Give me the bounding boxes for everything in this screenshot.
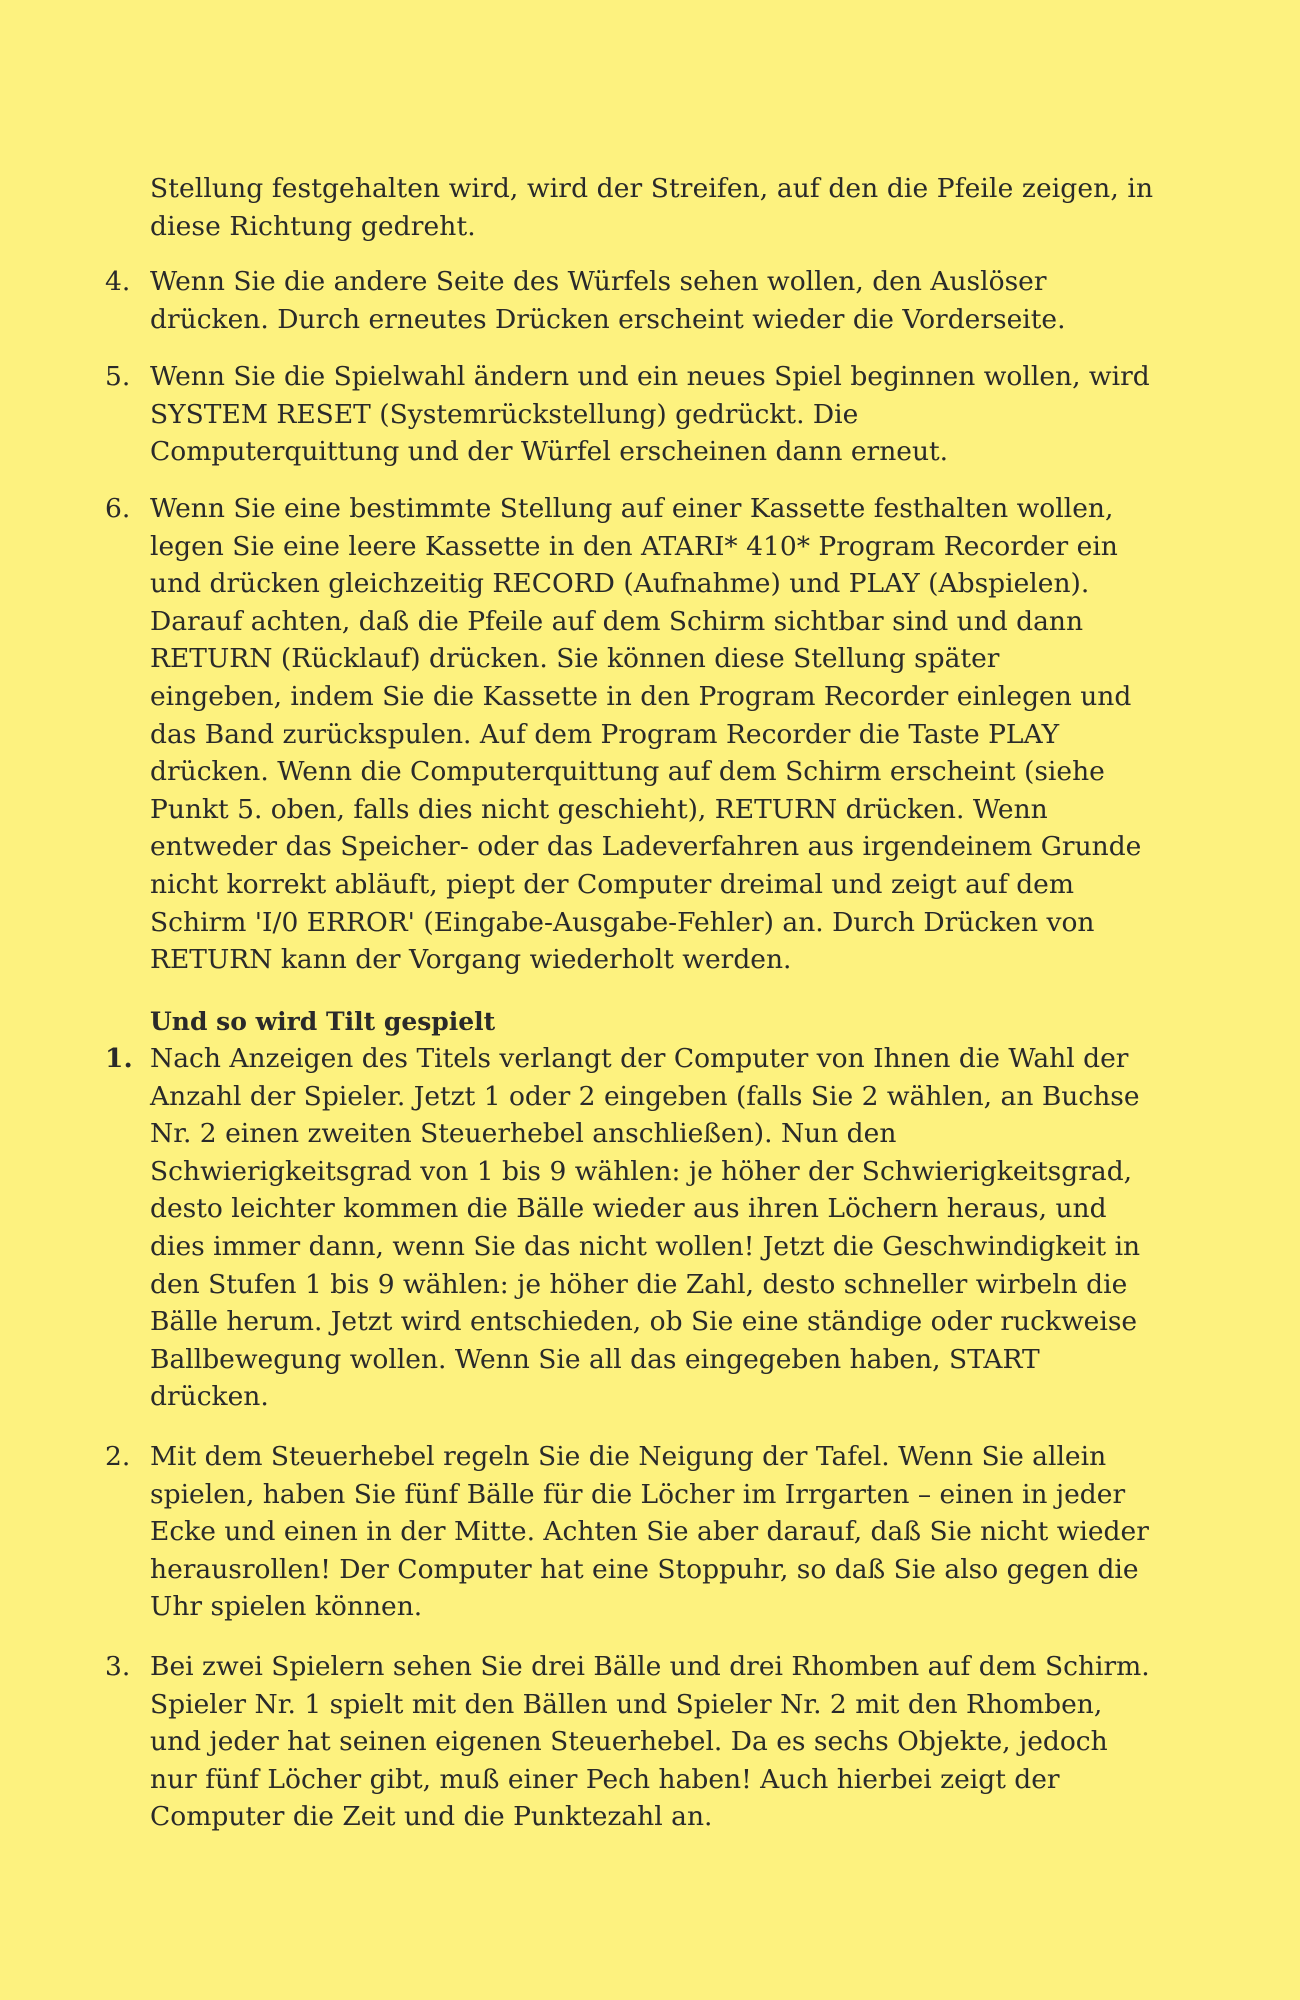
text-line: Darauf achten, daß die Pfeile auf dem Schirm sichtbar sind und dann: [150, 605, 1084, 637]
text-line: Nach Anzeigen des Titels verlangt der Computer von Ihnen die Wahl der: [150, 1043, 1129, 1074]
text-line: Ballbewegung wollen. Wenn Sie all das eingegeben haben, START: [150, 1343, 1040, 1375]
text-line: Bälle herum. Jetzt wird entschieden, ob Sie eine ständige oder ruckweise: [150, 1306, 1138, 1338]
step-text: [150, 358, 1210, 471]
text-line: Stellung festgehalten wird, wird der Streifen, auf den die Pfeile zeigen, in: [150, 173, 1154, 204]
text-line: Wenn Sie die andere Seite des Würfels sehen wollen, den Auslöser: [150, 266, 1047, 297]
text-line: Wenn Sie die Spielwahl ändern und ein neues Spiel beginnen wollen, wird: [150, 361, 1150, 392]
text-line: drücken.: [150, 1381, 269, 1413]
text-line: spielen, haben Sie fünf Bälle für die Löcher im Irrgarten – einen in jeder: [150, 1478, 1126, 1510]
text-line: drücken. Durch erneutes Drücken erscheint wieder die Vorderseite.: [150, 303, 1066, 335]
text-line: den Stufen 1 bis 9 wählen: je höher die Zahl, desto schneller wirbeln die: [150, 1268, 1128, 1300]
step-number: 2.: [105, 1441, 131, 1472]
text-line: eingeben, indem Sie die Kassette in den Program Recorder einlegen und: [150, 680, 1132, 712]
text-line: entweder das Speicher- oder das Ladeverfahren aus irgendeinem Grunde: [150, 831, 1142, 863]
text-line: legen Sie eine leere Kassette in den ATARI* 410* Program Recorder ein: [150, 530, 1118, 562]
text-line: Computerquittung und der Würfel erscheinen dann erneut.: [150, 436, 949, 468]
text-line: Spieler Nr. 1 spielt mit den Bällen und Spieler Nr. 2 mit den Rhomben,: [150, 1688, 1103, 1720]
text-line: Punkt 5. oben, falls dies nicht geschieht), RETURN drücken. Wenn: [150, 793, 1048, 825]
text-line: Schirm 'I/0 ERROR' (Eingabe-Ausgabe-Fehler) an. Durch Drücken von: [150, 906, 1095, 938]
text-line: desto leichter kommen die Bälle wieder aus ihren Löchern heraus, und: [150, 1193, 1107, 1225]
text-line: RETURN (Rücklauf) drücken. Sie können diese Stellung später: [150, 643, 1000, 675]
text-line: drücken. Wenn die Computerquittung auf dem Schirm erscheint (siehe: [150, 756, 1105, 788]
step-number: 6.: [105, 493, 131, 524]
text-line: herausrollen! Der Computer hat eine Stoppuhr, so daß Sie also gegen die: [150, 1553, 1139, 1585]
step-number: 4.: [105, 266, 131, 297]
text-line: Bei zwei Spielern sehen Sie drei Bälle und drei Rhomben auf dem Schirm.: [150, 1651, 1150, 1682]
text-line: diese Richtung gedreht.: [150, 210, 476, 242]
text-line: SYSTEM RESET (Systemrückstellung) gedrückt. Die: [150, 398, 859, 430]
step-text: [150, 490, 1210, 979]
step-number: 1.: [105, 1043, 133, 1074]
section-heading: Und so wird Tilt gespielt: [150, 1007, 496, 1036]
text-line: Computer die Zeit und die Punktezahl an.: [150, 1801, 713, 1833]
step-text: [150, 263, 1210, 338]
text-line: Wenn Sie eine bestimmte Stellung auf einer Kassette festhalten wollen,: [150, 493, 1114, 524]
text-line: Uhr spielen können.: [150, 1591, 423, 1623]
text-line: Ecke und einen in der Mitte. Achten Sie aber darauf, daß Sie nicht wieder: [150, 1516, 1149, 1548]
intro-paragraph: [150, 170, 1210, 245]
text-line: dies immer dann, wenn Sie das nicht wollen! Jetzt die Geschwindigkeit in: [150, 1230, 1141, 1262]
step-text: [150, 1648, 1210, 1836]
text-line: Mit dem Steuerhebel regeln Sie die Neigung der Tafel. Wenn Sie allein: [150, 1441, 1107, 1472]
text-line: RETURN kann der Vorgang wiederholt werden.: [150, 944, 792, 976]
text-line: Nr. 2 einen zweiten Steuerhebel anschließen). Nun den: [150, 1118, 897, 1150]
step-text: [150, 1438, 1210, 1626]
step-number: 3.: [105, 1651, 131, 1682]
text-line: und drücken gleichzeitig RECORD (Aufnahme) und PLAY (Abspielen).: [150, 568, 1090, 600]
text-line: das Band zurückspulen. Auf dem Program Recorder die Taste PLAY: [150, 718, 1060, 750]
text-line: und jeder hat seinen eigenen Steuerhebel. Da es sechs Objekte, jedoch: [150, 1726, 1108, 1758]
step-text: [150, 1040, 1210, 1416]
text-line: Schwierigkeitsgrad von 1 bis 9 wählen: je höher der Schwierigkeitsgrad,: [150, 1155, 1133, 1187]
step-number: 5.: [105, 361, 131, 392]
text-line: Anzahl der Spieler. Jetzt 1 oder 2 eingeben (falls Sie 2 wählen, an Buchse: [150, 1080, 1140, 1112]
text-line: nur fünf Löcher gibt, muß einer Pech haben! Auch hierbei zeigt der: [150, 1763, 1060, 1795]
text-line: nicht korrekt abläuft, piept der Computer dreimal und zeigt auf dem: [150, 868, 1074, 900]
